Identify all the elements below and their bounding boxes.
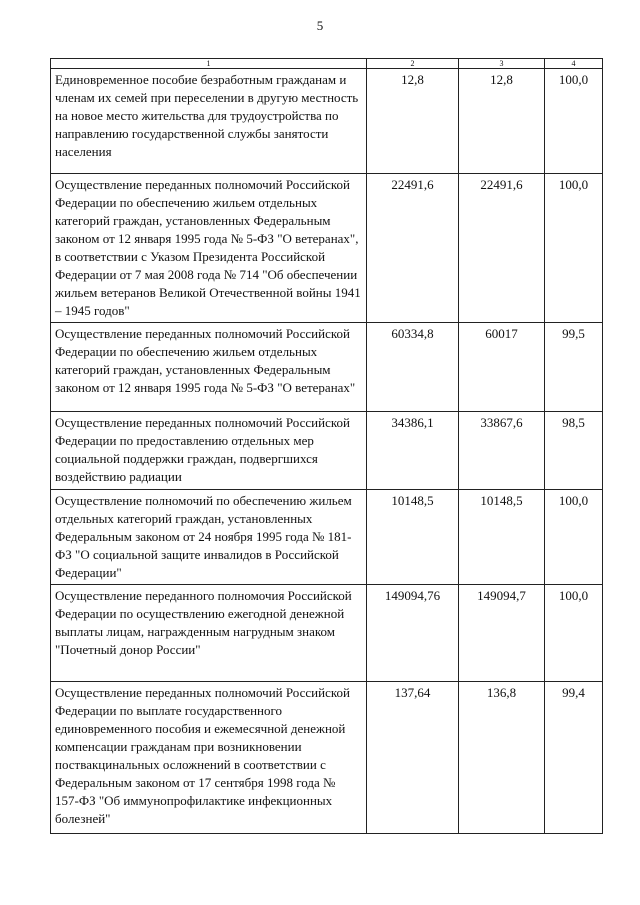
row-description: Осуществление переданных полномочий Российской Федерации по обеспечению жильем отдельных категорий граждан, установленных Федеральным законом от 12 января 1995 года № 5-ФЗ "О ветеранах"	[51, 323, 367, 412]
row-description: Осуществление переданных полномочий Российской Федерации по выплате государственного единовременного пособия и ежемесячной денежной компенсации гражданам при возникновении поствакцинальных осложнений в соответствии с Федеральным законом от 17 сентября 1998 года № 157-ФЗ "Об иммунопрофилактике инфекционных болезней"	[51, 682, 367, 834]
row-value-col2: 149094,76	[367, 585, 459, 682]
row-description: Осуществление переданного полномочия Российской Федерации по осуществлению ежегодной денежной выплаты лицам, награжденным нагрудным знаком "Почетный донор России"	[51, 585, 367, 682]
table-row	[51, 490, 603, 585]
row-value-col3: 136,8	[459, 682, 545, 834]
column-header-2: 2	[367, 59, 459, 69]
column-header-4: 4	[545, 59, 603, 69]
row-value-col3: 10148,5	[459, 490, 545, 585]
row-value-col3: 60017	[459, 323, 545, 412]
row-value-col4: 100,0	[545, 69, 603, 174]
budget-table	[50, 58, 603, 834]
row-value-col3: 149094,7	[459, 585, 545, 682]
table-row	[51, 585, 603, 682]
row-value-col2: 60334,8	[367, 323, 459, 412]
row-value-col2: 34386,1	[367, 412, 459, 490]
row-value-col4: 100,0	[545, 174, 603, 323]
column-number-row	[51, 59, 603, 69]
row-value-col2: 137,64	[367, 682, 459, 834]
column-header-1: 1	[51, 59, 367, 69]
column-header-3: 3	[459, 59, 545, 69]
row-value-col3: 12,8	[459, 69, 545, 174]
row-value-col4: 100,0	[545, 585, 603, 682]
row-value-col4: 99,4	[545, 682, 603, 834]
page-number: 5	[316, 18, 324, 33]
table-row	[51, 174, 603, 323]
table-row	[51, 323, 603, 412]
row-value-col3: 33867,6	[459, 412, 545, 490]
row-description: Осуществление переданных полномочий Российской Федерации по предоставлению отдельных мер социальной поддержки граждан, подвергшихся воздействию радиации	[51, 412, 367, 490]
row-value-col4: 99,5	[545, 323, 603, 412]
row-value-col2: 22491,6	[367, 174, 459, 323]
row-value-col2: 12,8	[367, 69, 459, 174]
row-value-col4: 98,5	[545, 412, 603, 490]
table-row	[51, 412, 603, 490]
row-value-col2: 10148,5	[367, 490, 459, 585]
row-description: Единовременное пособие безработным гражданам и членам их семей при переселении в другую местность на новое место жительства для трудоустройства по направлению государственной службы занятости населения	[51, 69, 367, 174]
row-value-col4: 100,0	[545, 490, 603, 585]
table-row	[51, 682, 603, 834]
row-value-col3: 22491,6	[459, 174, 545, 323]
table-row	[51, 69, 603, 174]
row-description: Осуществление переданных полномочий Российской Федерации по обеспечению жильем отдельных категорий граждан, установленных Федеральным законом от 12 января 1995 года № 5-ФЗ "О ветеранах", в соответствии с Указом Президента Российской Федерации от 7 мая 2008 года № 714 "Об обеспечении жильем ветеранов Великой Отечественной войны 1941 – 1945 годов"	[51, 174, 367, 323]
row-description: Осуществление полномочий по обеспечению жильем отдельных категорий граждан, установленных Федеральным законом от 24 ноября 1995 года № 181-ФЗ "О социальной защите инвалидов в Российской Федерации"	[51, 490, 367, 585]
